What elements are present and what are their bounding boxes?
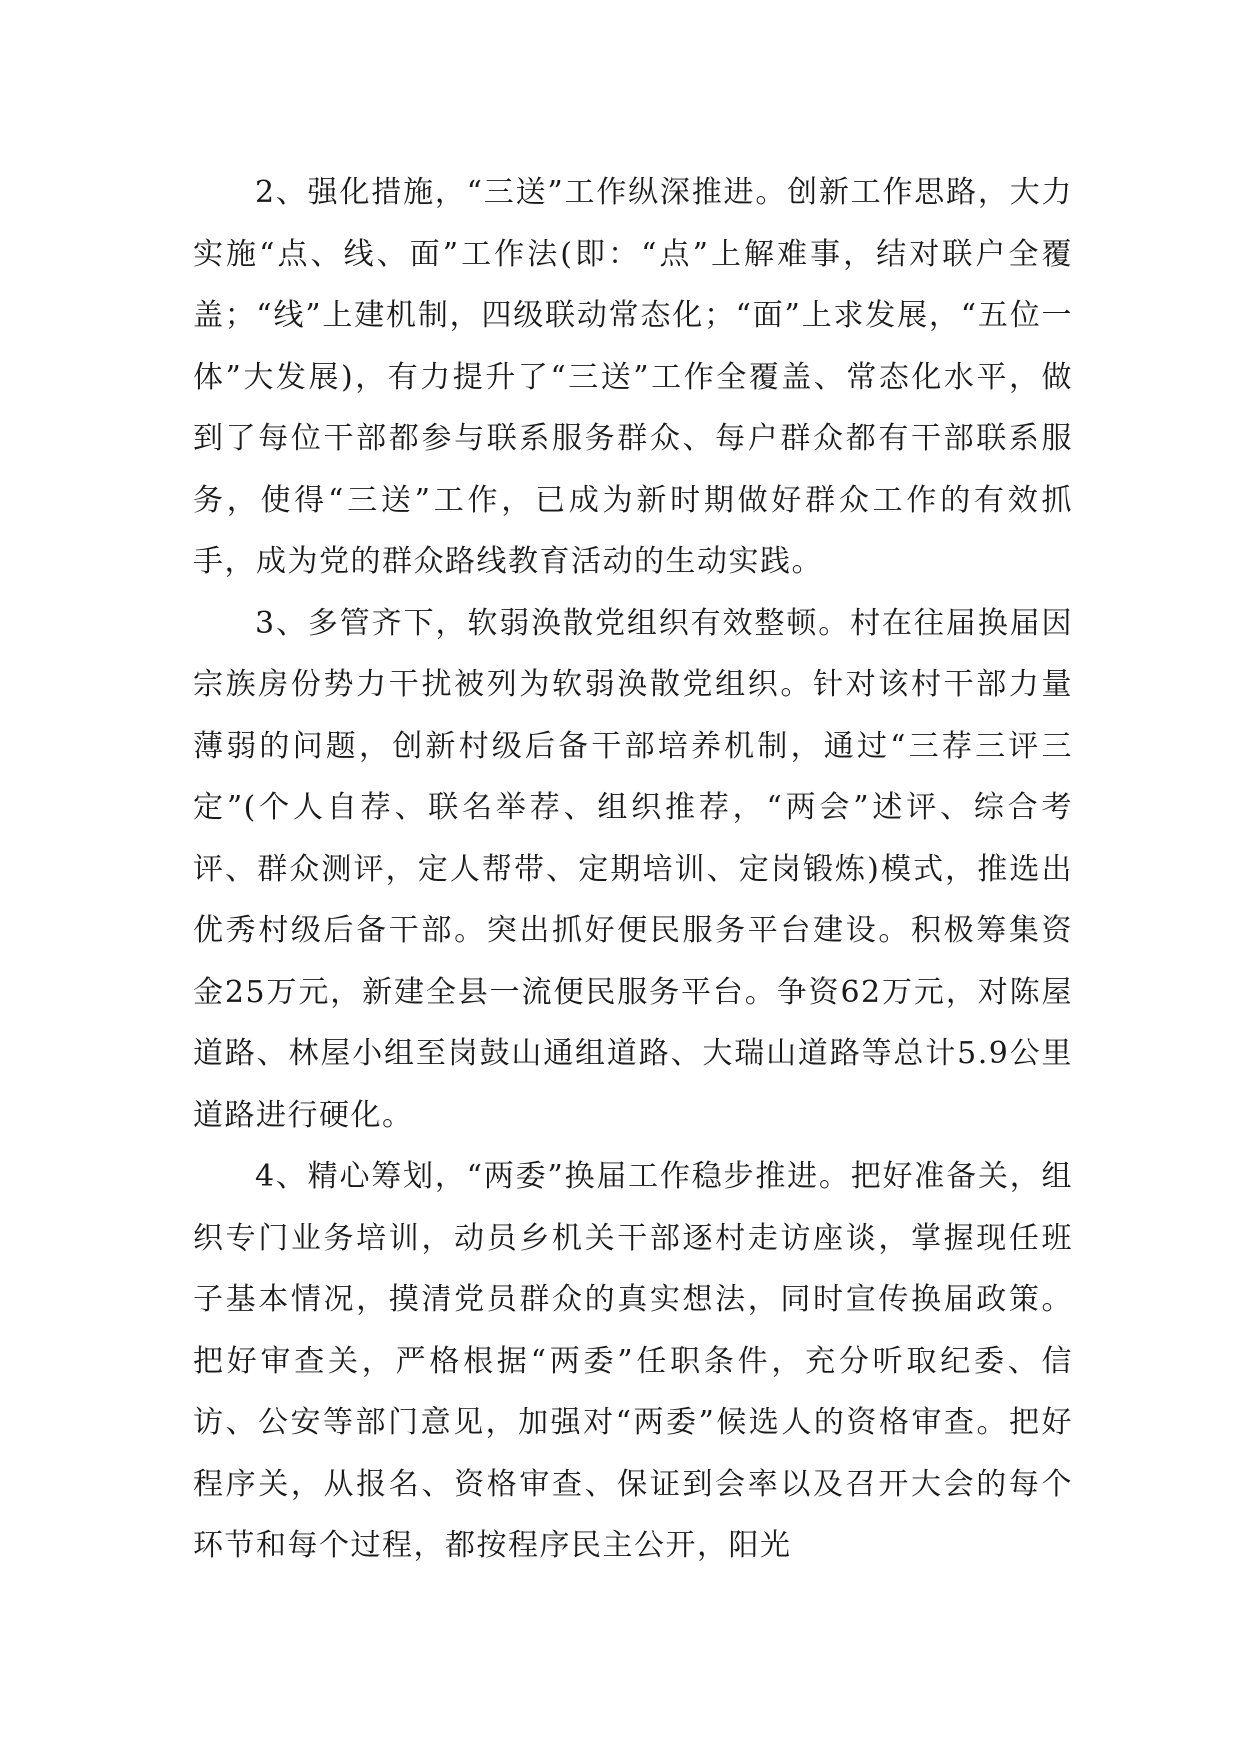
paragraph-item-2: 2、强化措施，“三送”工作纵深推进。创新工作思路，大力实施“点、线、面”工作法(即：“点”上解难事，结对联户全覆盖；“线”上建机制，四级联动常态化；“面”上求发展，“五位一体”大发展)，有力提升了“三送”工作全覆盖、常态化水平，做到了每位干部都参与联系服务群众、每户群众都有干部联系服务，使得“三送”工作，已成为新时期做好群众工作的有效抓手，成为党的群众路线教育活动的生动实践。 — [193, 175, 1073, 579]
paragraph-item-4: 4、精心筹划，“两委”换届工作稳步推进。把好准备关，组织专门业务培训，动员乡机关干部逐村走访座谈，掌握现任班子基本情况，摸清党员群众的真实想法，同时宣传换届政策。把好审查关，严格根据“两委”任职条件，充分听取纪委、信访、公安等部门意见，加强对“两委”候选人的资格审查。把好程序关，从报名、资格审查、保证到会率以及召开大会的每个环节和每个过程，都按程序民主公开，阳光 — [193, 1159, 1073, 1563]
paragraph-item-3: 3、多管齐下，软弱涣散党组织有效整顿。村在往届换届因宗族房份势力干扰被列为软弱涣散党组织。针对该村干部力量薄弱的问题，创新村级后备干部培养机制，通过“三荐三评三定”(个人自荐、联名举荐、组织推荐，“两会”述评、综合考评、群众测评，定人帮带、定期培训、定岗锻炼)模式，推选出优秀村级后备干部。突出抓好便民服务平台建设。积极筹集资金25万元，新建全县一流便民服务平台。争资62万元，对陈屋道路、林屋小组至岗鼓山通组道路、大瑞山道路等总计5.9公里道路进行硬化。 — [193, 605, 1073, 1133]
document-body — [193, 162, 1073, 1577]
